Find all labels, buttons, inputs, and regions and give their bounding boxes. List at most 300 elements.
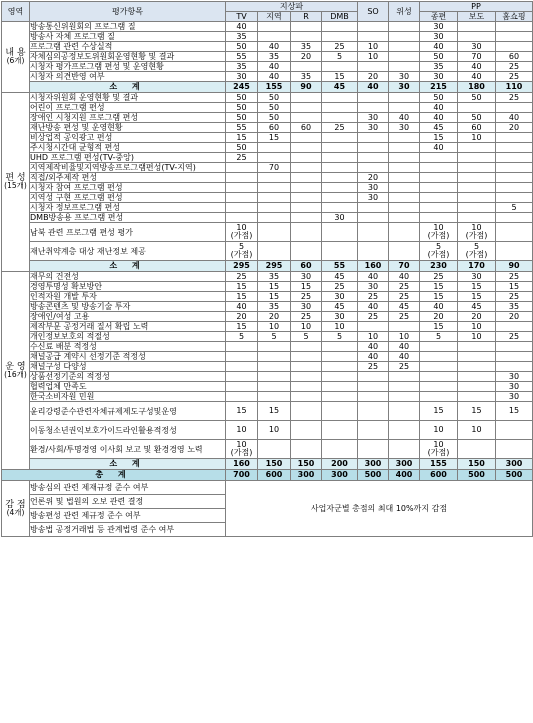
grand-total-cell: 500 bbox=[458, 470, 496, 481]
score-cell: 15 bbox=[226, 292, 258, 302]
deduction-row bbox=[2, 481, 533, 495]
score-cell bbox=[358, 402, 389, 421]
item-label: 환경/사회/투명경영 이사회 보고 및 환경경영 노력 bbox=[30, 440, 226, 459]
subtotal-cell: 300 bbox=[389, 459, 420, 470]
table-row bbox=[2, 52, 533, 62]
score-cell bbox=[291, 213, 322, 223]
score-cell: 15 bbox=[291, 282, 322, 292]
area-title: 운 영 bbox=[5, 361, 26, 372]
subtotal-row bbox=[2, 261, 533, 272]
table-row bbox=[2, 362, 533, 372]
score-cell bbox=[389, 372, 420, 382]
score-cell bbox=[322, 22, 358, 32]
score-cell bbox=[496, 242, 533, 261]
area-content bbox=[2, 22, 30, 93]
score-cell bbox=[389, 93, 420, 103]
score-cell bbox=[358, 143, 389, 153]
table-row bbox=[2, 22, 533, 32]
score-cell: 45 bbox=[458, 302, 496, 312]
score-cell: 40 bbox=[496, 113, 533, 123]
score-cell: 35 bbox=[496, 302, 533, 312]
table-row bbox=[2, 103, 533, 113]
score-cell: 45 bbox=[322, 302, 358, 312]
score-cell: 30 bbox=[322, 213, 358, 223]
score-cell: 50 bbox=[420, 52, 458, 62]
score-cell: 30 bbox=[358, 183, 389, 193]
item-label: 개인정보보호의 적절성 bbox=[30, 332, 226, 342]
score-cell bbox=[420, 153, 458, 163]
score-cell bbox=[322, 372, 358, 382]
subtotal-cell: 90 bbox=[291, 82, 322, 93]
score-cell bbox=[322, 421, 358, 440]
score-cell bbox=[258, 382, 291, 392]
score-cell bbox=[291, 352, 322, 362]
score-cell bbox=[258, 362, 291, 372]
item-label: 장애인/여성 고용 bbox=[30, 312, 226, 322]
item-label: 한국소비자원 민원 bbox=[30, 392, 226, 402]
score-cell: 25 bbox=[322, 42, 358, 52]
score-cell: 40 bbox=[358, 302, 389, 312]
score-cell: 40 bbox=[458, 62, 496, 72]
score-cell bbox=[389, 382, 420, 392]
score-cell bbox=[226, 362, 258, 372]
score-cell bbox=[322, 392, 358, 402]
score-cell: 10 (가점) bbox=[226, 223, 258, 242]
header-sub-5: 보도 bbox=[458, 12, 496, 22]
subtotal-cell: 300 bbox=[358, 459, 389, 470]
score-cell: 5 (가점) bbox=[226, 242, 258, 261]
score-cell: 10 bbox=[458, 322, 496, 332]
table-row bbox=[2, 242, 533, 261]
score-cell: 10 bbox=[358, 52, 389, 62]
item-label: 제작부문 공정거래 질서 확립 노력 bbox=[30, 322, 226, 332]
table-row bbox=[2, 113, 533, 123]
score-cell bbox=[458, 103, 496, 113]
score-cell bbox=[496, 153, 533, 163]
score-cell: 30 bbox=[458, 42, 496, 52]
score-cell: 30 bbox=[496, 382, 533, 392]
table-row bbox=[2, 163, 533, 173]
score-cell bbox=[496, 223, 533, 242]
score-cell bbox=[358, 103, 389, 113]
item-label: 지역제작비율및지역방송프로그램편성(TV-지역) bbox=[30, 163, 226, 173]
score-cell: 25 bbox=[322, 282, 358, 292]
subtotal-cell: 245 bbox=[226, 82, 258, 93]
score-cell bbox=[322, 93, 358, 103]
score-cell: 30 bbox=[389, 72, 420, 82]
score-cell bbox=[226, 392, 258, 402]
score-cell: 40 bbox=[258, 62, 291, 72]
score-cell bbox=[389, 242, 420, 261]
score-cell: 45 bbox=[420, 123, 458, 133]
subtotal-cell: 150 bbox=[291, 459, 322, 470]
score-cell: 50 bbox=[258, 103, 291, 113]
item-label: 지역성 구현 프로그램 편성 bbox=[30, 193, 226, 203]
score-cell: 40 bbox=[389, 113, 420, 123]
score-cell: 25 bbox=[496, 62, 533, 72]
score-cell bbox=[389, 193, 420, 203]
table-row bbox=[2, 382, 533, 392]
score-cell bbox=[420, 372, 458, 382]
area-title: 편 성 bbox=[5, 173, 26, 183]
score-cell: 25 bbox=[496, 72, 533, 82]
score-cell: 50 bbox=[226, 103, 258, 113]
score-cell: 15 bbox=[258, 282, 291, 292]
score-cell: 5 bbox=[322, 332, 358, 342]
subtotal-cell: 230 bbox=[420, 261, 458, 272]
deduction-item-label: 방송심의 관련 제재규정 준수 여부 bbox=[30, 481, 226, 495]
score-cell: 30 bbox=[358, 113, 389, 123]
score-cell bbox=[322, 223, 358, 242]
score-cell: 5 bbox=[322, 52, 358, 62]
deduction-note: 사업자군별 총점의 최대 10%까지 감점 bbox=[226, 481, 533, 537]
score-cell: 25 bbox=[226, 153, 258, 163]
score-cell bbox=[389, 440, 420, 459]
score-cell bbox=[389, 143, 420, 153]
score-cell bbox=[291, 362, 322, 372]
score-cell bbox=[389, 163, 420, 173]
deduction-item-label: 방송편성 관련 제규정 준수 여부 bbox=[30, 509, 226, 523]
subtotal-row bbox=[2, 82, 533, 93]
score-cell: 60 bbox=[496, 52, 533, 62]
score-cell bbox=[291, 402, 322, 421]
subtotal-label: 소 계 bbox=[30, 261, 226, 272]
area-count: (15개) bbox=[4, 181, 27, 190]
score-cell bbox=[291, 242, 322, 261]
score-cell: 15 bbox=[322, 72, 358, 82]
header-sub-1: 지역 bbox=[258, 12, 291, 22]
score-cell bbox=[389, 133, 420, 143]
score-cell: 15 bbox=[420, 402, 458, 421]
item-label: 어린이 프로그램 편성 bbox=[30, 103, 226, 113]
score-cell: 15 bbox=[226, 133, 258, 143]
score-cell bbox=[226, 173, 258, 183]
table-row bbox=[2, 272, 533, 282]
score-cell: 50 bbox=[458, 113, 496, 123]
item-label: 채널구성 다양성 bbox=[30, 362, 226, 372]
score-cell bbox=[291, 203, 322, 213]
table-row bbox=[2, 440, 533, 459]
table-row bbox=[2, 183, 533, 193]
grand-total-cell: 500 bbox=[358, 470, 389, 481]
score-cell: 30 bbox=[322, 292, 358, 302]
score-cell bbox=[458, 392, 496, 402]
score-cell: 25 bbox=[420, 272, 458, 282]
score-cell bbox=[420, 352, 458, 362]
score-cell bbox=[496, 133, 533, 143]
score-cell bbox=[291, 173, 322, 183]
item-label: 프로그램 관련 수상실적 bbox=[30, 42, 226, 52]
item-label: 채널공급 계약시 선정기준 적정성 bbox=[30, 352, 226, 362]
score-cell: 35 bbox=[420, 62, 458, 72]
score-cell bbox=[420, 342, 458, 352]
header-sub-0: TV bbox=[226, 12, 258, 22]
score-cell: 10 bbox=[420, 421, 458, 440]
header-sub-4: 종편 bbox=[420, 12, 458, 22]
table-row bbox=[2, 153, 533, 163]
grand-total-cell: 600 bbox=[420, 470, 458, 481]
score-cell bbox=[420, 203, 458, 213]
grand-total-row bbox=[2, 470, 533, 481]
table-body bbox=[2, 22, 533, 537]
score-cell: 30 bbox=[458, 272, 496, 282]
item-label: 시청자 의견반영 여부 bbox=[30, 72, 226, 82]
score-cell bbox=[496, 352, 533, 362]
score-cell bbox=[458, 382, 496, 392]
table-row bbox=[2, 72, 533, 82]
score-cell: 40 bbox=[420, 113, 458, 123]
score-cell bbox=[358, 203, 389, 213]
grand-total-cell: 300 bbox=[291, 470, 322, 481]
subtotal-cell: 150 bbox=[458, 459, 496, 470]
score-cell: 30 bbox=[420, 72, 458, 82]
grand-total-cell: 400 bbox=[389, 470, 420, 481]
table-row bbox=[2, 143, 533, 153]
item-label: 협력업체 만족도 bbox=[30, 382, 226, 392]
score-cell bbox=[458, 193, 496, 203]
score-cell bbox=[358, 242, 389, 261]
score-cell: 40 bbox=[420, 143, 458, 153]
score-cell bbox=[322, 183, 358, 193]
subtotal-cell: 155 bbox=[258, 82, 291, 93]
score-cell: 20 bbox=[258, 312, 291, 322]
score-cell bbox=[291, 440, 322, 459]
score-cell: 40 bbox=[420, 302, 458, 312]
header-sub-2: R bbox=[291, 12, 322, 22]
table-row bbox=[2, 203, 533, 213]
score-cell: 30 bbox=[389, 123, 420, 133]
subtotal-label: 소 계 bbox=[30, 82, 226, 93]
score-cell bbox=[458, 143, 496, 153]
score-cell bbox=[258, 223, 291, 242]
header-sub-6: 홈쇼핑 bbox=[496, 12, 533, 22]
score-cell bbox=[420, 392, 458, 402]
grand-total-cell: 500 bbox=[496, 470, 533, 481]
score-cell bbox=[358, 93, 389, 103]
subtotal-cell: 295 bbox=[258, 261, 291, 272]
score-cell: 5 bbox=[258, 332, 291, 342]
table-row bbox=[2, 32, 533, 42]
score-cell: 50 bbox=[226, 93, 258, 103]
score-cell: 20 bbox=[458, 312, 496, 322]
table-row bbox=[2, 392, 533, 402]
score-cell: 25 bbox=[389, 292, 420, 302]
score-cell: 10 bbox=[358, 332, 389, 342]
score-cell bbox=[496, 143, 533, 153]
header-terrestrial: 지상파 bbox=[226, 2, 358, 12]
score-cell: 25 bbox=[496, 93, 533, 103]
score-cell bbox=[496, 173, 533, 183]
score-cell bbox=[226, 382, 258, 392]
area-count: (4개) bbox=[6, 507, 25, 517]
score-cell bbox=[258, 143, 291, 153]
score-cell bbox=[458, 22, 496, 32]
grand-total-label: 총 계 bbox=[2, 470, 226, 481]
item-label: 시청자 평가프로그램 편성 및 운영현황 bbox=[30, 62, 226, 72]
table-row bbox=[2, 302, 533, 312]
score-cell bbox=[291, 22, 322, 32]
score-cell bbox=[322, 143, 358, 153]
score-cell bbox=[389, 153, 420, 163]
score-cell bbox=[322, 32, 358, 42]
score-cell bbox=[458, 440, 496, 459]
evaluation-score-table bbox=[1, 1, 533, 537]
item-label: 재난방송 편성 및 운영현황 bbox=[30, 123, 226, 133]
table-row bbox=[2, 123, 533, 133]
score-cell bbox=[291, 153, 322, 163]
score-cell bbox=[458, 342, 496, 352]
score-cell: 40 bbox=[389, 272, 420, 282]
score-cell bbox=[291, 421, 322, 440]
subtotal-cell: 300 bbox=[496, 459, 533, 470]
item-label: 비상업적 공익광고 편성 bbox=[30, 133, 226, 143]
score-cell bbox=[358, 392, 389, 402]
grand-total-cell: 600 bbox=[258, 470, 291, 481]
table-row bbox=[2, 93, 533, 103]
score-cell bbox=[226, 342, 258, 352]
subtotal-cell: 40 bbox=[358, 82, 389, 93]
score-cell bbox=[258, 153, 291, 163]
score-cell: 25 bbox=[389, 362, 420, 372]
table-row bbox=[2, 372, 533, 382]
score-cell bbox=[322, 242, 358, 261]
header-item: 평가항목 bbox=[30, 2, 226, 22]
score-cell: 15 bbox=[496, 282, 533, 292]
table-row bbox=[2, 282, 533, 292]
table-row bbox=[2, 421, 533, 440]
score-cell: 25 bbox=[322, 123, 358, 133]
score-cell: 35 bbox=[291, 42, 322, 52]
score-cell bbox=[420, 362, 458, 372]
score-cell: 40 bbox=[358, 272, 389, 282]
score-cell bbox=[258, 372, 291, 382]
score-cell bbox=[420, 163, 458, 173]
score-cell: 15 bbox=[226, 322, 258, 332]
score-cell: 15 bbox=[420, 282, 458, 292]
table-row bbox=[2, 42, 533, 52]
score-cell: 70 bbox=[258, 163, 291, 173]
table-row bbox=[2, 402, 533, 421]
score-cell bbox=[389, 223, 420, 242]
header-sub-3: DMB bbox=[322, 12, 358, 22]
score-cell bbox=[389, 42, 420, 52]
score-cell bbox=[258, 440, 291, 459]
item-label: 시청자 정보프로그램 편성 bbox=[30, 203, 226, 213]
score-cell: 35 bbox=[258, 302, 291, 312]
score-cell: 50 bbox=[258, 93, 291, 103]
score-cell: 25 bbox=[496, 292, 533, 302]
table-row bbox=[2, 332, 533, 342]
table-row bbox=[2, 292, 533, 302]
score-cell bbox=[291, 62, 322, 72]
score-cell: 35 bbox=[258, 272, 291, 282]
score-cell bbox=[358, 153, 389, 163]
score-cell bbox=[322, 440, 358, 459]
score-cell: 40 bbox=[389, 352, 420, 362]
item-label: UHD 프로그램 편성(TV-중앙) bbox=[30, 153, 226, 163]
score-cell: 10 bbox=[226, 421, 258, 440]
table-row bbox=[2, 223, 533, 242]
score-cell bbox=[258, 32, 291, 42]
item-label: 장애인 시청지원 프로그램 편성 bbox=[30, 113, 226, 123]
score-cell bbox=[258, 173, 291, 183]
subtotal-cell: 155 bbox=[420, 459, 458, 470]
subtotal-cell: 200 bbox=[322, 459, 358, 470]
score-cell bbox=[358, 372, 389, 382]
score-cell bbox=[322, 203, 358, 213]
score-cell bbox=[496, 163, 533, 173]
score-cell: 60 bbox=[258, 123, 291, 133]
score-cell: 50 bbox=[226, 113, 258, 123]
score-cell bbox=[291, 93, 322, 103]
score-cell bbox=[226, 183, 258, 193]
header-area: 영역 bbox=[2, 2, 30, 22]
header-so: SO bbox=[358, 2, 389, 22]
evaluation-table-container bbox=[0, 1, 533, 723]
score-cell: 35 bbox=[226, 32, 258, 42]
score-cell: 25 bbox=[496, 272, 533, 282]
score-cell bbox=[496, 183, 533, 193]
score-cell: 40 bbox=[226, 302, 258, 312]
score-cell bbox=[496, 362, 533, 372]
item-label: DMB방송용 프로그램 편성 bbox=[30, 213, 226, 223]
item-label: 방송콘텐츠 및 방송기술 투자 bbox=[30, 302, 226, 312]
score-cell bbox=[258, 342, 291, 352]
score-cell: 5 bbox=[420, 332, 458, 342]
score-cell: 15 bbox=[258, 292, 291, 302]
score-cell bbox=[322, 342, 358, 352]
area-programming bbox=[2, 93, 30, 272]
subtotal-cell: 70 bbox=[389, 261, 420, 272]
item-label: 직접/외주제작 편성 bbox=[30, 173, 226, 183]
score-cell bbox=[458, 372, 496, 382]
score-cell: 50 bbox=[226, 143, 258, 153]
score-cell: 5 bbox=[291, 332, 322, 342]
score-cell bbox=[291, 372, 322, 382]
score-cell bbox=[291, 392, 322, 402]
table-row bbox=[2, 352, 533, 362]
score-cell bbox=[420, 193, 458, 203]
score-cell bbox=[496, 22, 533, 32]
score-cell: 10 (가점) bbox=[226, 440, 258, 459]
score-cell: 45 bbox=[322, 272, 358, 282]
score-cell: 20 bbox=[226, 312, 258, 322]
score-cell bbox=[226, 163, 258, 173]
table-row bbox=[2, 342, 533, 352]
score-cell bbox=[322, 193, 358, 203]
score-cell bbox=[458, 153, 496, 163]
score-cell: 15 bbox=[458, 292, 496, 302]
score-cell bbox=[389, 62, 420, 72]
item-label: 재난취약계층 대상 재난정보 제공 bbox=[30, 242, 226, 261]
score-cell bbox=[458, 183, 496, 193]
header-pp: PP bbox=[420, 2, 533, 12]
score-cell: 10 bbox=[389, 332, 420, 342]
item-label: 상품선정기준의 적정성 bbox=[30, 372, 226, 382]
score-cell bbox=[358, 421, 389, 440]
area-count: (6개) bbox=[6, 56, 25, 65]
item-label: 시청자위원회 운영현황 및 결과 bbox=[30, 93, 226, 103]
score-cell: 40 bbox=[358, 342, 389, 352]
score-cell: 15 bbox=[258, 402, 291, 421]
score-cell: 15 bbox=[420, 292, 458, 302]
score-cell bbox=[496, 213, 533, 223]
subtotal-cell: 295 bbox=[226, 261, 258, 272]
score-cell: 15 bbox=[258, 133, 291, 143]
score-cell: 35 bbox=[226, 62, 258, 72]
score-cell bbox=[389, 213, 420, 223]
score-cell bbox=[258, 183, 291, 193]
